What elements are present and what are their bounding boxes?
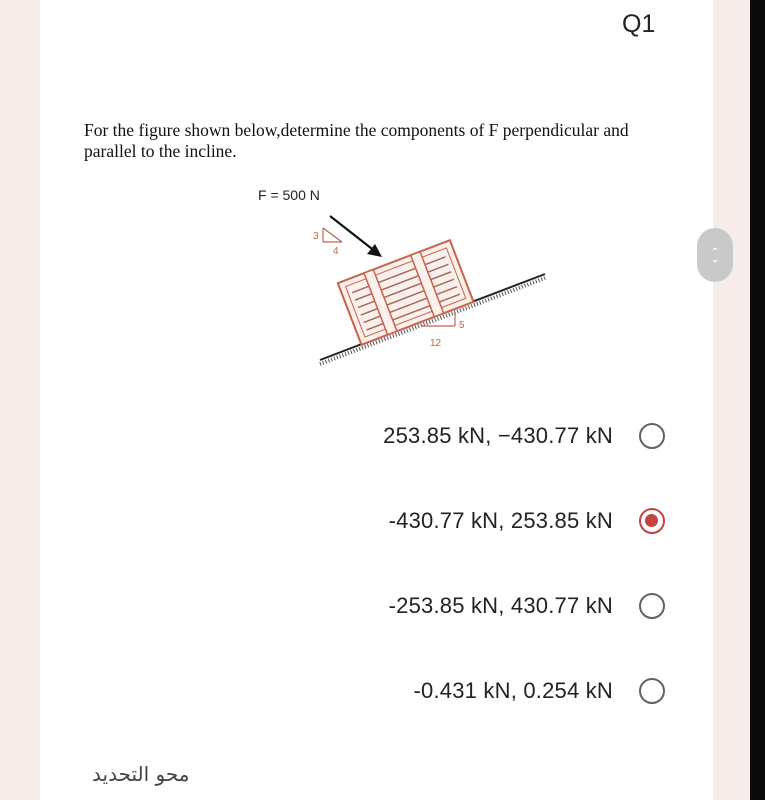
crate-body xyxy=(338,240,474,345)
clear-selection-link[interactable]: محو التحديد xyxy=(92,762,190,786)
side-navigation-pill[interactable] xyxy=(697,228,733,282)
answer-option-label: 253.85 kN, −430.77 kN xyxy=(383,423,613,448)
chevron-down-icon[interactable]: › xyxy=(708,259,721,263)
answer-option-4[interactable] xyxy=(220,666,665,716)
radio-button-selected[interactable] xyxy=(639,508,665,534)
answer-option-label: -0.431 kN, 0.254 kN xyxy=(413,678,613,703)
question-text: For the figure shown below,determine the components of F perpendicular and parallel to the incline. xyxy=(84,120,629,161)
radio-button[interactable] xyxy=(639,678,665,704)
radio-button[interactable] xyxy=(639,593,665,619)
answer-option-label: -430.77 kN, 253.85 kN xyxy=(388,508,613,533)
answer-option-1[interactable] xyxy=(220,411,665,461)
question-number: Q1 xyxy=(622,10,656,38)
force-slope-rise-label: 3 xyxy=(313,231,319,242)
answer-option-2[interactable] xyxy=(220,496,665,546)
incline-diagram xyxy=(250,180,560,380)
incline-slope-rise-label: 5 xyxy=(459,320,465,331)
force-slope-hypotenuse xyxy=(323,228,342,242)
right-edge-bar xyxy=(750,0,765,800)
incline-figure xyxy=(250,180,560,380)
answer-option-3[interactable] xyxy=(220,581,665,631)
radio-button[interactable] xyxy=(639,423,665,449)
chevron-up-icon[interactable]: ‹ xyxy=(708,247,721,251)
force-slope-run-label: 4 xyxy=(333,246,339,257)
force-label: F = 500 N xyxy=(258,187,320,203)
answer-option-label: -253.85 kN, 430.77 kN xyxy=(388,593,613,618)
incline-slope-run-label: 12 xyxy=(430,338,442,349)
crate xyxy=(338,240,474,345)
